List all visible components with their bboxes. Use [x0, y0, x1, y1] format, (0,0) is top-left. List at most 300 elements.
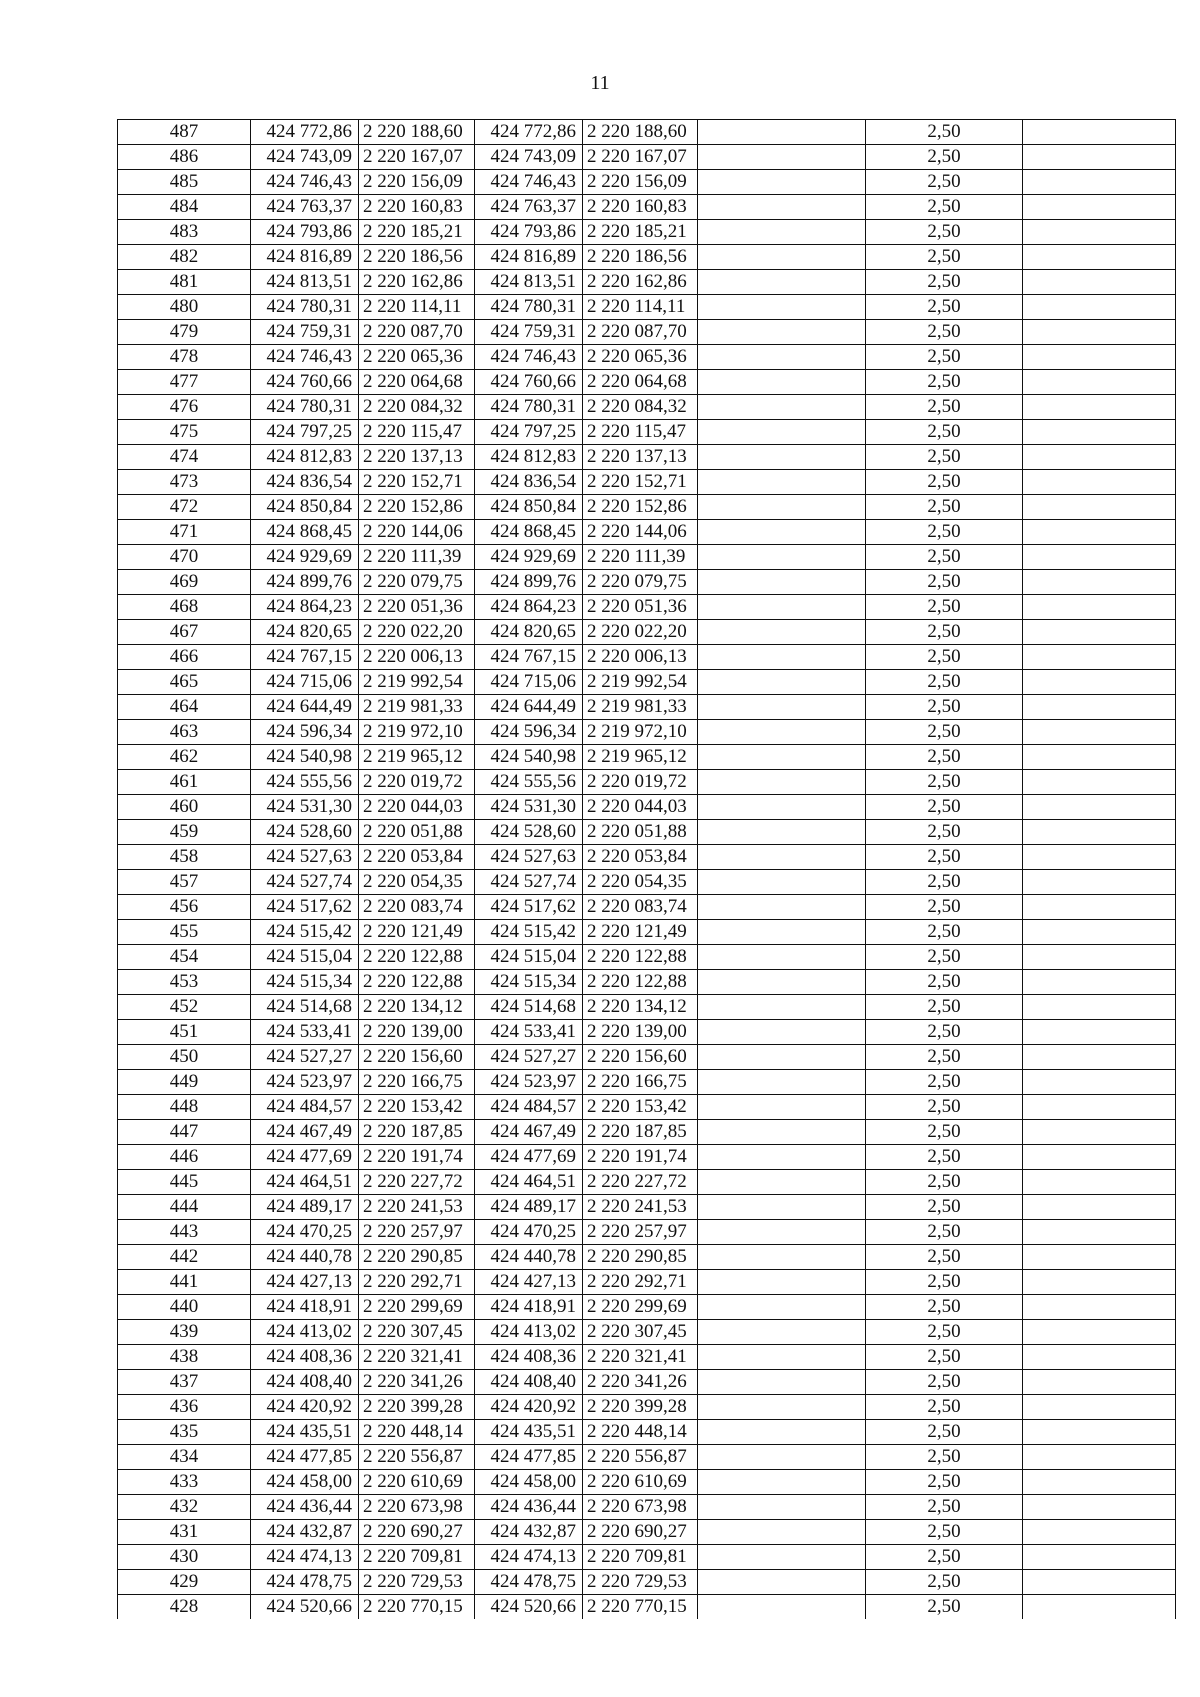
blank-cell [698, 220, 866, 245]
blank-cell [698, 470, 866, 495]
y-coordinate-cell: 2 220 610,69 [583, 1470, 698, 1495]
blank-cell [1023, 1120, 1176, 1145]
blank-cell [1023, 145, 1176, 170]
x-coordinate-cell: 424 478,75 [251, 1570, 359, 1595]
blank-cell [698, 1295, 866, 1320]
point-number-cell: 482 [118, 245, 251, 270]
y-coordinate-cell: 2 220 292,71 [583, 1270, 698, 1295]
y-coordinate-cell: 2 220 610,69 [359, 1470, 475, 1495]
table-row [118, 295, 1176, 320]
y-coordinate-cell: 2 220 065,36 [359, 345, 475, 370]
x-coordinate-cell: 424 523,97 [475, 1070, 583, 1095]
y-coordinate-cell: 2 220 084,32 [583, 395, 698, 420]
blank-cell [698, 1595, 866, 1620]
y-coordinate-cell: 2 220 709,81 [583, 1545, 698, 1570]
table-row [118, 320, 1176, 345]
x-coordinate-cell: 424 464,51 [251, 1170, 359, 1195]
x-coordinate-cell: 424 763,37 [475, 195, 583, 220]
x-coordinate-cell: 424 760,66 [475, 370, 583, 395]
table-row [118, 395, 1176, 420]
accuracy-cell: 2,50 [866, 695, 1023, 720]
accuracy-cell: 2,50 [866, 720, 1023, 745]
y-coordinate-cell: 2 220 084,32 [359, 395, 475, 420]
x-coordinate-cell: 424 436,44 [475, 1495, 583, 1520]
blank-cell [1023, 1045, 1176, 1070]
y-coordinate-cell: 2 220 152,86 [359, 495, 475, 520]
x-coordinate-cell: 424 489,17 [475, 1195, 583, 1220]
point-number-cell: 473 [118, 470, 251, 495]
y-coordinate-cell: 2 220 019,72 [359, 770, 475, 795]
y-coordinate-cell: 2 220 083,74 [583, 895, 698, 920]
x-coordinate-cell: 424 816,89 [475, 245, 583, 270]
accuracy-cell: 2,50 [866, 945, 1023, 970]
point-number-cell: 454 [118, 945, 251, 970]
accuracy-cell: 2,50 [866, 145, 1023, 170]
x-coordinate-cell: 424 772,86 [475, 120, 583, 145]
accuracy-cell: 2,50 [866, 1245, 1023, 1270]
x-coordinate-cell: 424 780,31 [251, 295, 359, 320]
point-number-cell: 475 [118, 420, 251, 445]
blank-cell [698, 1120, 866, 1145]
blank-cell [698, 195, 866, 220]
x-coordinate-cell: 424 458,00 [475, 1470, 583, 1495]
x-coordinate-cell: 424 458,00 [251, 1470, 359, 1495]
x-coordinate-cell: 424 820,65 [475, 620, 583, 645]
y-coordinate-cell: 2 220 065,36 [583, 345, 698, 370]
blank-cell [698, 1145, 866, 1170]
accuracy-cell: 2,50 [866, 1045, 1023, 1070]
point-number-cell: 441 [118, 1270, 251, 1295]
blank-cell [698, 1520, 866, 1545]
x-coordinate-cell: 424 836,54 [251, 470, 359, 495]
blank-cell [1023, 1295, 1176, 1320]
accuracy-cell: 2,50 [866, 1095, 1023, 1120]
y-coordinate-cell: 2 220 341,26 [583, 1370, 698, 1395]
blank-cell [698, 420, 866, 445]
x-coordinate-cell: 424 746,43 [251, 345, 359, 370]
x-coordinate-cell: 424 408,36 [251, 1345, 359, 1370]
y-coordinate-cell: 2 220 079,75 [359, 570, 475, 595]
blank-cell [1023, 895, 1176, 920]
x-coordinate-cell: 424 408,36 [475, 1345, 583, 1370]
accuracy-cell: 2,50 [866, 170, 1023, 195]
y-coordinate-cell: 2 220 051,88 [583, 820, 698, 845]
table-row [118, 1120, 1176, 1145]
table-row [118, 1445, 1176, 1470]
y-coordinate-cell: 2 220 064,68 [359, 370, 475, 395]
y-coordinate-cell: 2 220 122,88 [359, 945, 475, 970]
x-coordinate-cell: 424 715,06 [475, 670, 583, 695]
point-number-cell: 467 [118, 620, 251, 645]
accuracy-cell: 2,50 [866, 445, 1023, 470]
y-coordinate-cell: 2 220 191,74 [359, 1145, 475, 1170]
x-coordinate-cell: 424 520,66 [251, 1595, 359, 1620]
point-number-cell: 442 [118, 1245, 251, 1270]
y-coordinate-cell: 2 220 153,42 [583, 1095, 698, 1120]
x-coordinate-cell: 424 527,74 [251, 870, 359, 895]
y-coordinate-cell: 2 220 186,56 [583, 245, 698, 270]
table-row [118, 1345, 1176, 1370]
x-coordinate-cell: 424 531,30 [251, 795, 359, 820]
x-coordinate-cell: 424 474,13 [251, 1545, 359, 1570]
blank-cell [1023, 295, 1176, 320]
x-coordinate-cell: 424 929,69 [475, 545, 583, 570]
point-number-cell: 456 [118, 895, 251, 920]
point-number-cell: 428 [118, 1595, 251, 1620]
blank-cell [1023, 845, 1176, 870]
x-coordinate-cell: 424 850,84 [251, 495, 359, 520]
y-coordinate-cell: 2 220 051,36 [583, 595, 698, 620]
blank-cell [698, 1345, 866, 1370]
y-coordinate-cell: 2 220 137,13 [359, 445, 475, 470]
y-coordinate-cell: 2 220 299,69 [583, 1295, 698, 1320]
blank-cell [698, 1470, 866, 1495]
blank-cell [698, 745, 866, 770]
table-row [118, 1570, 1176, 1595]
y-coordinate-cell: 2 220 087,70 [359, 320, 475, 345]
blank-cell [1023, 1070, 1176, 1095]
x-coordinate-cell: 424 484,57 [251, 1095, 359, 1120]
blank-cell [1023, 570, 1176, 595]
table-row [118, 470, 1176, 495]
y-coordinate-cell: 2 220 083,74 [359, 895, 475, 920]
y-coordinate-cell: 2 220 156,60 [359, 1045, 475, 1070]
y-coordinate-cell: 2 220 321,41 [359, 1345, 475, 1370]
table-row [118, 520, 1176, 545]
table-row [118, 1020, 1176, 1045]
accuracy-cell: 2,50 [866, 495, 1023, 520]
y-coordinate-cell: 2 220 307,45 [359, 1320, 475, 1345]
blank-cell [1023, 420, 1176, 445]
x-coordinate-cell: 424 413,02 [475, 1320, 583, 1345]
x-coordinate-cell: 424 515,42 [475, 920, 583, 945]
blank-cell [1023, 595, 1176, 620]
blank-cell [698, 970, 866, 995]
blank-cell [698, 570, 866, 595]
x-coordinate-cell: 424 520,66 [475, 1595, 583, 1620]
blank-cell [698, 145, 866, 170]
y-coordinate-cell: 2 220 122,88 [583, 970, 698, 995]
accuracy-cell: 2,50 [866, 1195, 1023, 1220]
x-coordinate-cell: 424 427,13 [475, 1270, 583, 1295]
accuracy-cell: 2,50 [866, 1545, 1023, 1570]
blank-cell [698, 1370, 866, 1395]
blank-cell [698, 895, 866, 920]
table-row [118, 1395, 1176, 1420]
accuracy-cell: 2,50 [866, 1320, 1023, 1345]
x-coordinate-cell: 424 531,30 [475, 795, 583, 820]
blank-cell [1023, 520, 1176, 545]
accuracy-cell: 2,50 [866, 1445, 1023, 1470]
blank-cell [698, 1270, 866, 1295]
y-coordinate-cell: 2 220 729,53 [583, 1570, 698, 1595]
accuracy-cell: 2,50 [866, 1220, 1023, 1245]
x-coordinate-cell: 424 813,51 [475, 270, 583, 295]
y-coordinate-cell: 2 220 292,71 [359, 1270, 475, 1295]
x-coordinate-cell: 424 746,43 [251, 170, 359, 195]
x-coordinate-cell: 424 432,87 [475, 1520, 583, 1545]
blank-cell [1023, 1345, 1176, 1370]
blank-cell [1023, 1220, 1176, 1245]
table-row [118, 1320, 1176, 1345]
y-coordinate-cell: 2 219 965,12 [583, 745, 698, 770]
accuracy-cell: 2,50 [866, 1145, 1023, 1170]
y-coordinate-cell: 2 220 053,84 [583, 845, 698, 870]
table-row [118, 720, 1176, 745]
blank-cell [698, 645, 866, 670]
y-coordinate-cell: 2 220 729,53 [359, 1570, 475, 1595]
accuracy-cell: 2,50 [866, 1295, 1023, 1320]
point-number-cell: 464 [118, 695, 251, 720]
x-coordinate-cell: 424 797,25 [251, 420, 359, 445]
y-coordinate-cell: 2 220 167,07 [583, 145, 698, 170]
point-number-cell: 453 [118, 970, 251, 995]
x-coordinate-cell: 424 527,27 [475, 1045, 583, 1070]
blank-cell [1023, 470, 1176, 495]
y-coordinate-cell: 2 220 064,68 [583, 370, 698, 395]
page-number: 11 [590, 72, 610, 94]
x-coordinate-cell: 424 467,49 [251, 1120, 359, 1145]
accuracy-cell: 2,50 [866, 1470, 1023, 1495]
y-coordinate-cell: 2 220 134,12 [583, 995, 698, 1020]
table-row [118, 995, 1176, 1020]
y-coordinate-cell: 2 220 006,13 [359, 645, 475, 670]
x-coordinate-cell: 424 793,86 [475, 220, 583, 245]
blank-cell [1023, 920, 1176, 945]
x-coordinate-cell: 424 780,31 [475, 395, 583, 420]
blank-cell [1023, 1570, 1176, 1595]
blank-cell [1023, 1595, 1176, 1620]
x-coordinate-cell: 424 760,66 [251, 370, 359, 395]
x-coordinate-cell: 424 868,45 [251, 520, 359, 545]
y-coordinate-cell: 2 220 019,72 [583, 770, 698, 795]
x-coordinate-cell: 424 515,34 [251, 970, 359, 995]
coordinates-table-container [117, 119, 1177, 1623]
y-coordinate-cell: 2 220 167,07 [359, 145, 475, 170]
point-number-cell: 462 [118, 745, 251, 770]
point-number-cell: 484 [118, 195, 251, 220]
table-row [118, 1370, 1176, 1395]
accuracy-cell: 2,50 [866, 620, 1023, 645]
x-coordinate-cell: 424 514,68 [251, 995, 359, 1020]
x-coordinate-cell: 424 477,85 [475, 1445, 583, 1470]
point-number-cell: 438 [118, 1345, 251, 1370]
table-row [118, 620, 1176, 645]
blank-cell [1023, 770, 1176, 795]
x-coordinate-cell: 424 484,57 [475, 1095, 583, 1120]
point-number-cell: 447 [118, 1120, 251, 1145]
x-coordinate-cell: 424 533,41 [475, 1020, 583, 1045]
blank-cell [698, 1545, 866, 1570]
x-coordinate-cell: 424 850,84 [475, 495, 583, 520]
blank-cell [1023, 1095, 1176, 1120]
x-coordinate-cell: 424 477,69 [251, 1145, 359, 1170]
blank-cell [698, 995, 866, 1020]
table-row [118, 420, 1176, 445]
x-coordinate-cell: 424 759,31 [475, 320, 583, 345]
blank-cell [698, 445, 866, 470]
y-coordinate-cell: 2 220 448,14 [583, 1420, 698, 1445]
x-coordinate-cell: 424 767,15 [475, 645, 583, 670]
x-coordinate-cell: 424 413,02 [251, 1320, 359, 1345]
blank-cell [698, 695, 866, 720]
x-coordinate-cell: 424 540,98 [475, 745, 583, 770]
point-number-cell: 485 [118, 170, 251, 195]
blank-cell [698, 295, 866, 320]
blank-cell [698, 870, 866, 895]
y-coordinate-cell: 2 220 054,35 [359, 870, 475, 895]
accuracy-cell: 2,50 [866, 770, 1023, 795]
y-coordinate-cell: 2 220 166,75 [583, 1070, 698, 1095]
point-number-cell: 478 [118, 345, 251, 370]
blank-cell [1023, 995, 1176, 1020]
blank-cell [1023, 820, 1176, 845]
accuracy-cell: 2,50 [866, 395, 1023, 420]
table-row [118, 1070, 1176, 1095]
y-coordinate-cell: 2 219 992,54 [583, 670, 698, 695]
x-coordinate-cell: 424 478,75 [475, 1570, 583, 1595]
x-coordinate-cell: 424 432,87 [251, 1520, 359, 1545]
table-row [118, 595, 1176, 620]
table-row [118, 495, 1176, 520]
table-row [118, 895, 1176, 920]
point-number-cell: 433 [118, 1470, 251, 1495]
point-number-cell: 461 [118, 770, 251, 795]
point-number-cell: 472 [118, 495, 251, 520]
blank-cell [698, 1570, 866, 1595]
accuracy-cell: 2,50 [866, 270, 1023, 295]
blank-cell [698, 1395, 866, 1420]
y-coordinate-cell: 2 220 770,15 [583, 1595, 698, 1620]
blank-cell [698, 770, 866, 795]
point-number-cell: 483 [118, 220, 251, 245]
table-row [118, 745, 1176, 770]
table-row [118, 170, 1176, 195]
accuracy-cell: 2,50 [866, 1345, 1023, 1370]
blank-cell [1023, 645, 1176, 670]
point-number-cell: 435 [118, 1420, 251, 1445]
coordinates-table-body [118, 120, 1176, 1620]
accuracy-cell: 2,50 [866, 320, 1023, 345]
point-number-cell: 460 [118, 795, 251, 820]
blank-cell [1023, 245, 1176, 270]
accuracy-cell: 2,50 [866, 295, 1023, 320]
accuracy-cell: 2,50 [866, 195, 1023, 220]
y-coordinate-cell: 2 220 160,83 [583, 195, 698, 220]
blank-cell [1023, 320, 1176, 345]
blank-cell [698, 520, 866, 545]
accuracy-cell: 2,50 [866, 870, 1023, 895]
table-row [118, 1545, 1176, 1570]
blank-cell [1023, 1420, 1176, 1445]
point-number-cell: 431 [118, 1520, 251, 1545]
point-number-cell: 443 [118, 1220, 251, 1245]
point-number-cell: 445 [118, 1170, 251, 1195]
point-number-cell: 471 [118, 520, 251, 545]
x-coordinate-cell: 424 435,51 [475, 1420, 583, 1445]
x-coordinate-cell: 424 820,65 [251, 620, 359, 645]
accuracy-cell: 2,50 [866, 1420, 1023, 1445]
y-coordinate-cell: 2 220 122,88 [583, 945, 698, 970]
table-row [118, 120, 1176, 145]
blank-cell [698, 320, 866, 345]
x-coordinate-cell: 424 746,43 [475, 170, 583, 195]
y-coordinate-cell: 2 220 139,00 [359, 1020, 475, 1045]
table-row [118, 1295, 1176, 1320]
y-coordinate-cell: 2 220 134,12 [359, 995, 475, 1020]
table-row [118, 220, 1176, 245]
table-row [118, 1170, 1176, 1195]
blank-cell [1023, 445, 1176, 470]
accuracy-cell: 2,50 [866, 645, 1023, 670]
x-coordinate-cell: 424 836,54 [475, 470, 583, 495]
x-coordinate-cell: 424 715,06 [251, 670, 359, 695]
point-number-cell: 440 [118, 1295, 251, 1320]
table-row [118, 845, 1176, 870]
blank-cell [698, 1220, 866, 1245]
point-number-cell: 448 [118, 1095, 251, 1120]
x-coordinate-cell: 424 427,13 [251, 1270, 359, 1295]
blank-cell [698, 595, 866, 620]
accuracy-cell: 2,50 [866, 345, 1023, 370]
point-number-cell: 458 [118, 845, 251, 870]
point-number-cell: 468 [118, 595, 251, 620]
accuracy-cell: 2,50 [866, 420, 1023, 445]
blank-cell [698, 270, 866, 295]
blank-cell [1023, 1395, 1176, 1420]
y-coordinate-cell: 2 220 079,75 [583, 570, 698, 595]
blank-cell [698, 820, 866, 845]
blank-cell [1023, 195, 1176, 220]
blank-cell [1023, 1495, 1176, 1520]
x-coordinate-cell: 424 527,63 [251, 845, 359, 870]
accuracy-cell: 2,50 [866, 1170, 1023, 1195]
y-coordinate-cell: 2 220 188,60 [583, 120, 698, 145]
y-coordinate-cell: 2 220 556,87 [359, 1445, 475, 1470]
table-row [118, 445, 1176, 470]
blank-cell [1023, 620, 1176, 645]
y-coordinate-cell: 2 220 241,53 [583, 1195, 698, 1220]
accuracy-cell: 2,50 [866, 970, 1023, 995]
y-coordinate-cell: 2 220 152,71 [583, 470, 698, 495]
x-coordinate-cell: 424 474,13 [475, 1545, 583, 1570]
x-coordinate-cell: 424 420,92 [251, 1395, 359, 1420]
blank-cell [698, 670, 866, 695]
y-coordinate-cell: 2 220 556,87 [583, 1445, 698, 1470]
y-coordinate-cell: 2 220 162,86 [359, 270, 475, 295]
x-coordinate-cell: 424 517,62 [251, 895, 359, 920]
point-number-cell: 487 [118, 120, 251, 145]
x-coordinate-cell: 424 418,91 [251, 1295, 359, 1320]
x-coordinate-cell: 424 793,86 [251, 220, 359, 245]
y-coordinate-cell: 2 220 673,98 [583, 1495, 698, 1520]
point-number-cell: 474 [118, 445, 251, 470]
blank-cell [1023, 670, 1176, 695]
y-coordinate-cell: 2 220 144,06 [359, 520, 475, 545]
x-coordinate-cell: 424 408,40 [475, 1370, 583, 1395]
x-coordinate-cell: 424 408,40 [251, 1370, 359, 1395]
y-coordinate-cell: 2 220 690,27 [359, 1520, 475, 1545]
x-coordinate-cell: 424 420,92 [475, 1395, 583, 1420]
y-coordinate-cell: 2 220 399,28 [583, 1395, 698, 1420]
point-number-cell: 486 [118, 145, 251, 170]
x-coordinate-cell: 424 772,86 [251, 120, 359, 145]
x-coordinate-cell: 424 517,62 [475, 895, 583, 920]
point-number-cell: 470 [118, 545, 251, 570]
x-coordinate-cell: 424 523,97 [251, 1070, 359, 1095]
accuracy-cell: 2,50 [866, 920, 1023, 945]
accuracy-cell: 2,50 [866, 1120, 1023, 1145]
